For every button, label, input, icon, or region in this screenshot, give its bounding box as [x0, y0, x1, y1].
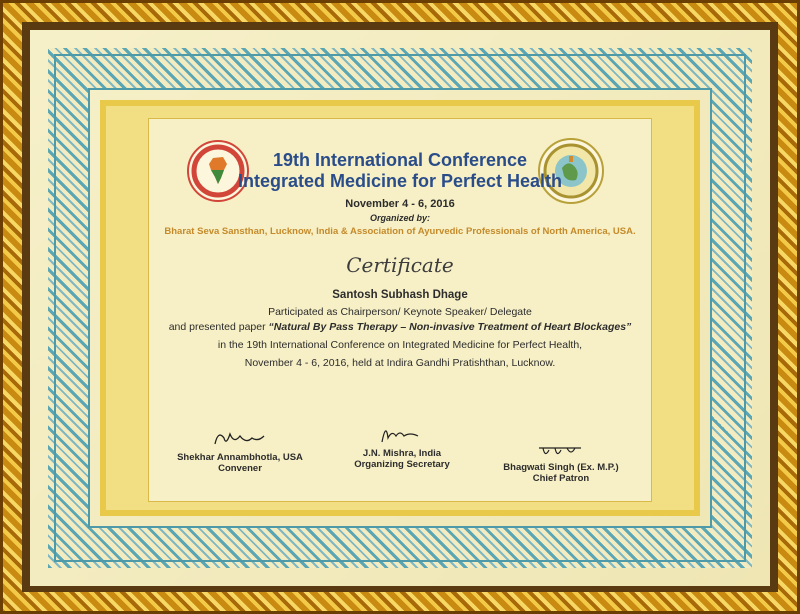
signature-convener — [160, 424, 320, 474]
signature-chief-patron — [481, 434, 641, 484]
organized-by-label: Organized by: — [369, 213, 430, 223]
signature-scrawl-icon — [322, 420, 482, 448]
signature-organizing-secretary — [322, 420, 482, 470]
signatory-name: Bhagwati Singh (Ex. M.P.) — [503, 462, 619, 473]
venue-line: November 4 - 6, 2016, held at Indira Gandhi Pratishthan, Lucknow. — [244, 357, 556, 369]
conference-line: in the 19th International Conference on Integrated Medicine for Perfect Health, — [217, 339, 583, 351]
signature-scrawl-icon — [160, 424, 320, 452]
certificate-heading: Certificate — [346, 253, 454, 277]
paper-line — [0, 321, 800, 333]
paper-prefix: and presented paper — [168, 321, 266, 333]
signatory-name: Shekhar Annambhotla, USA — [177, 452, 303, 463]
signatory-role: Organizing Secretary — [354, 459, 450, 470]
signatory-role: Chief Patron — [532, 473, 590, 484]
conference-dates: November 4 - 6, 2016 — [345, 198, 455, 210]
signatory-name: J.N. Mishra, India — [362, 448, 442, 459]
conference-title-line2: Integrated Medicine for Perfect Health — [237, 171, 563, 191]
paper-title: “Natural By Pass Therapy – Non-invasive Treatment of Heart Blockages” — [268, 321, 632, 333]
organizers: Bharat Seva Sansthan, Lucknow, India & Association of Ayurvedic Professionals of North America, USA. — [164, 226, 636, 237]
participation-line: Participated as Chairperson/ Keynote Speaker/ Delegate — [268, 306, 532, 318]
signatory-role: Convener — [218, 463, 262, 474]
recipient-name: Santosh Subhash Dhage — [332, 289, 468, 301]
conference-title-line1: 19th International Conference — [272, 150, 528, 170]
signature-scrawl-icon — [481, 434, 641, 462]
